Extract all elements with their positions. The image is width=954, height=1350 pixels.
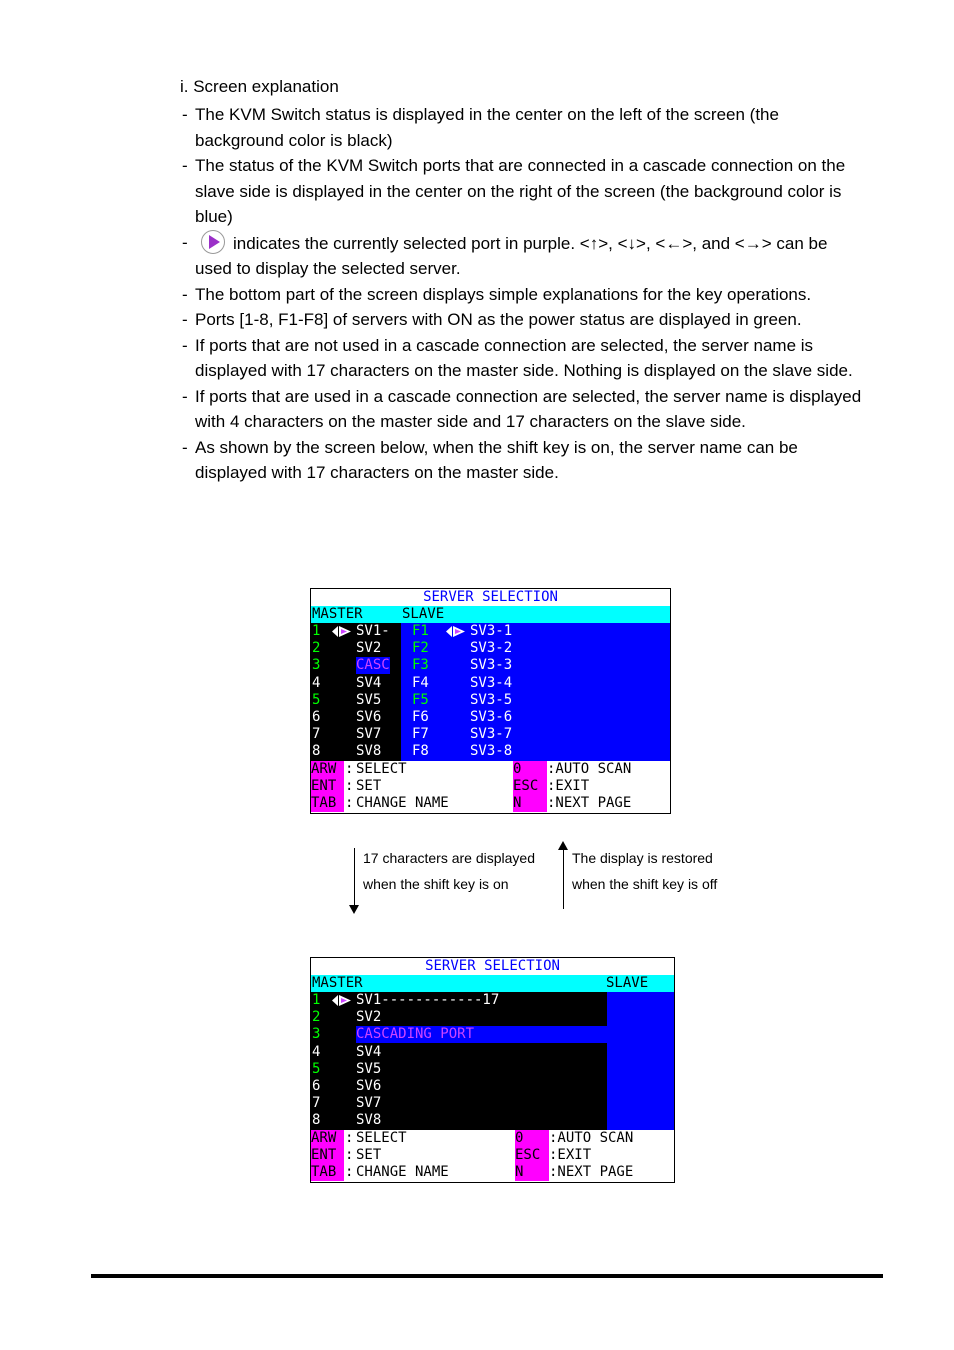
key-label: N: [513, 795, 547, 812]
key-label: N: [515, 1164, 549, 1181]
server-name: SV6: [356, 709, 382, 725]
slave-server-name: SV3-6: [470, 709, 513, 725]
osd-header: [311, 606, 670, 623]
slave-port-number: F8: [412, 743, 429, 760]
server-name: SV4: [356, 1043, 382, 1060]
key-separator: :: [345, 1164, 354, 1181]
port-number: 6: [312, 1078, 321, 1094]
osd-header: [311, 975, 674, 992]
key-separator: :: [345, 1129, 354, 1146]
osd-screen-normal: [310, 588, 671, 814]
osd-title: SERVER SELECTION: [423, 589, 558, 605]
key-separator: :: [345, 777, 354, 794]
arrow-up-line: [563, 849, 564, 909]
key-description: :AUTO SCAN: [547, 760, 632, 777]
key-label: TAB: [311, 1164, 344, 1181]
table-row: [311, 640, 670, 657]
slave-port-number: F2: [412, 640, 429, 657]
key-separator: :: [345, 1146, 354, 1163]
table-row: [311, 726, 670, 743]
key-label: ENT: [311, 778, 344, 795]
bullet-dash: -: [182, 437, 188, 457]
pointer-arrow-icon: [331, 992, 353, 1009]
key-label: 0: [513, 761, 547, 778]
slave-server-name: SV3-2: [470, 640, 513, 657]
bullet-dash: -: [182, 232, 188, 252]
bullet-text: Ports [1-8, F1-F8] of servers with ON as the power status are displayed in green.: [195, 310, 802, 329]
port-number: 4: [312, 674, 321, 691]
play-circle-icon: [201, 230, 225, 254]
list-item: [182, 307, 862, 333]
server-name: SV7: [356, 726, 382, 743]
key-help-row: [311, 1147, 674, 1164]
list-item: [182, 230, 862, 282]
pointer-arrow-icon: [445, 623, 467, 640]
table-row: [311, 1112, 674, 1129]
list-item: [182, 153, 862, 230]
selected-server-name: CASCADING PORT: [356, 1026, 607, 1043]
bullet-dash: -: [182, 105, 188, 124]
table-row: [311, 709, 670, 726]
master-label: MASTER: [312, 606, 363, 622]
slave-server-name: SV3-5: [470, 691, 513, 708]
section-heading: i. Screen explanation: [180, 77, 339, 96]
bullet-text: The status of the KVM Switch ports that are connected in a cascade connection on the slave side is displayed in the center on the right of the screen (the background color is blue): [195, 156, 846, 226]
slave-port-number: F6: [412, 709, 429, 725]
server-name: SV8: [356, 1112, 382, 1129]
port-number: 3: [312, 657, 321, 674]
caption-line: 17 characters are displayed: [363, 850, 535, 866]
key-description: SELECT: [356, 1129, 407, 1146]
key-label: TAB: [311, 795, 344, 812]
arrow-down-icon: [349, 905, 359, 914]
server-name: SV6: [356, 1078, 382, 1094]
port-number: 7: [312, 726, 321, 743]
osd-screen-shift: [310, 957, 675, 1183]
key-description: :AUTO SCAN: [549, 1129, 634, 1146]
port-number: 2: [312, 1009, 321, 1026]
bullet-text: The KVM Switch status is displayed in the center on the left of the screen (the background color is black): [195, 105, 779, 150]
key-label: ARW: [311, 1130, 344, 1147]
osd-title: SERVER SELECTION: [425, 958, 560, 974]
server-name: SV1-: [356, 623, 390, 639]
key-help-row: [311, 1130, 674, 1147]
key-description: SET: [356, 777, 382, 794]
key-help-row: [311, 1164, 674, 1181]
table-row: [311, 675, 670, 692]
bullet-text: If ports that are not used in a cascade connection are selected, the server name is displayed with 17 characters on the master side. Nothing is displayed on the slave side.: [195, 335, 853, 380]
arrow-down-line: [354, 848, 355, 906]
caption-line: when the shift key is off: [572, 876, 718, 892]
slave-server-name: SV3-8: [470, 743, 513, 760]
caption-shift-on: [363, 845, 535, 897]
table-row: [311, 992, 674, 1009]
bullet-dash: -: [182, 284, 188, 304]
table-row: [311, 623, 670, 640]
table-row: [311, 1026, 674, 1043]
key-label: 0: [515, 1130, 549, 1147]
bullet-text: If ports that are used in a cascade connection are selected, the server name is displayed with 4 characters on the master side and 17 characters on the slave side.: [195, 386, 862, 431]
bullet-dash: -: [182, 310, 188, 329]
selected-server-name: CASC: [356, 657, 390, 674]
table-row: [311, 1061, 674, 1078]
table-row: [311, 1078, 674, 1095]
slave-server-name: SV3-7: [470, 726, 513, 743]
port-number: 6: [312, 709, 321, 725]
table-row: [311, 657, 670, 674]
caption-shift-off: [572, 845, 717, 897]
server-name: SV7: [356, 1095, 382, 1112]
footer-rule: [91, 1274, 883, 1278]
port-number: 4: [312, 1043, 321, 1060]
explanation-list: [182, 102, 862, 486]
port-number: 7: [312, 1095, 321, 1112]
key-description: SET: [356, 1146, 382, 1163]
master-label: MASTER: [312, 975, 363, 991]
server-name: SV5: [356, 1060, 382, 1077]
slave-port-number: F1: [412, 623, 429, 639]
key-description: CHANGE NAME: [356, 1164, 449, 1181]
key-description: CHANGE NAME: [356, 795, 449, 812]
server-name: SV4: [356, 674, 382, 691]
caption-line: when the shift key is on: [363, 876, 509, 892]
server-name: SV5: [356, 691, 382, 708]
port-number: 2: [312, 640, 321, 657]
table-row: [311, 743, 670, 760]
bullet-dash: -: [182, 386, 188, 406]
list-item: [182, 282, 862, 308]
key-help-row: [311, 761, 670, 778]
slave-port-number: F4: [412, 674, 429, 691]
key-help-row: [311, 778, 670, 795]
key-label: ARW: [311, 761, 344, 778]
key-help-row: [311, 795, 670, 812]
slave-label: SLAVE: [402, 606, 445, 622]
list-item: [182, 384, 862, 435]
slave-server-name: SV3-1: [470, 623, 513, 639]
server-name: SV2: [356, 1009, 382, 1026]
list-item: [182, 435, 862, 486]
list-item: [182, 102, 862, 153]
bullet-text: As shown by the screen below, when the shift key is on, the server name can be displayed with 17 characters on the master side.: [195, 437, 798, 482]
bullet-text: The bottom part of the screen displays simple explanations for the key operations.: [195, 284, 812, 304]
server-name: SV8: [356, 743, 382, 760]
port-number: 5: [312, 691, 321, 708]
port-number: 1: [312, 623, 321, 639]
bullet-dash: -: [182, 335, 188, 355]
slave-port-number: F3: [412, 657, 429, 674]
list-item: [182, 333, 862, 384]
port-number: 8: [312, 743, 321, 760]
table-row: [311, 1044, 674, 1061]
bullet-text: indicates the currently selected port in purple. <↑>, <↓>, <←>, and <→> can be used to display the selected server.: [195, 233, 828, 278]
key-description: :EXIT: [549, 1146, 592, 1163]
key-separator: :: [345, 795, 354, 812]
table-row: [311, 1095, 674, 1112]
slave-label: SLAVE: [606, 975, 649, 991]
pointer-arrow-icon: [331, 623, 353, 640]
table-row: [311, 1009, 674, 1026]
bullet-dash: -: [182, 156, 188, 175]
slave-server-name: SV3-3: [470, 657, 513, 674]
port-number: 5: [312, 1060, 321, 1077]
port-number: 8: [312, 1112, 321, 1129]
key-description: SELECT: [356, 760, 407, 777]
table-row: [311, 692, 670, 709]
key-description: :NEXT PAGE: [547, 795, 632, 812]
slave-server-name: SV3-4: [470, 674, 513, 691]
key-label: ESC: [513, 778, 547, 795]
caption-line: The display is restored: [572, 850, 713, 866]
port-number: 3: [312, 1026, 321, 1043]
server-name: SV1------------17: [356, 992, 500, 1008]
key-description: :NEXT PAGE: [549, 1164, 634, 1181]
server-name: SV2: [356, 640, 382, 657]
key-description: :EXIT: [547, 777, 590, 794]
key-separator: :: [345, 760, 354, 777]
slave-port-number: F5: [412, 691, 429, 708]
slave-port-number: F7: [412, 726, 429, 743]
port-number: 1: [312, 992, 321, 1008]
key-label: ESC: [515, 1147, 549, 1164]
key-label: ENT: [311, 1147, 344, 1164]
